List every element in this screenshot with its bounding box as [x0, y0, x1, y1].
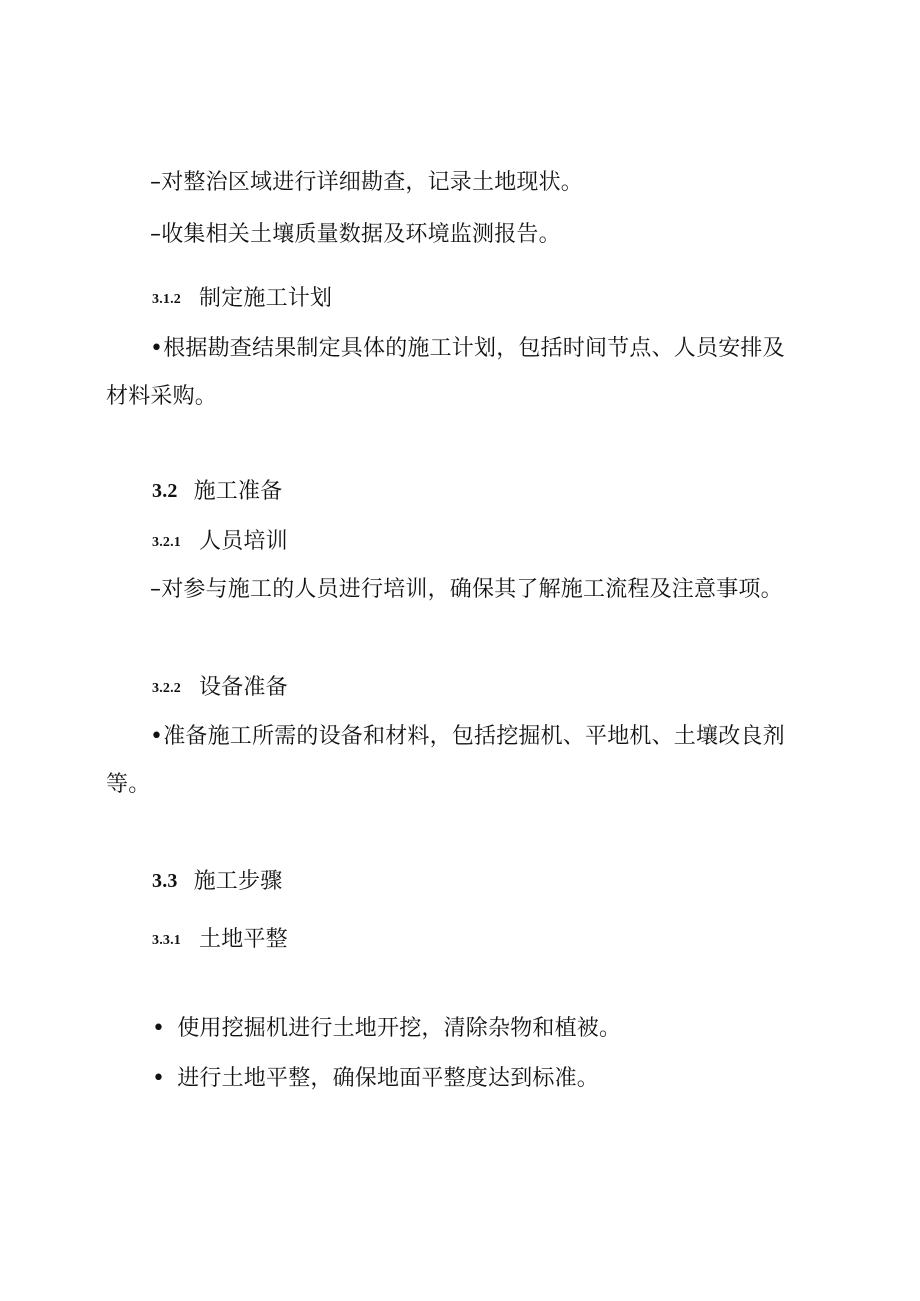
paragraph-text: 对参与施工的人员进行培训，确保其了解施工流程及注意事项。: [161, 577, 783, 602]
heading-3-1-2: [152, 288, 332, 310]
heading-3-2: [152, 481, 282, 503]
paragraph-data-collection: [150, 224, 561, 246]
bullet-marker: •: [152, 1016, 166, 1041]
section-title: 人员培训: [199, 529, 288, 554]
paragraph-equipment-line-1: [150, 726, 785, 748]
paragraph-text: 等。: [106, 772, 151, 797]
bullet-item-excavation: [152, 1018, 621, 1040]
section-title: 施工准备: [193, 479, 283, 504]
heading-3-2-2: [152, 677, 288, 699]
list-item-text: 进行土地平整，确保地面平整度达到标准。: [177, 1066, 599, 1091]
bullet-marker: •: [152, 1066, 166, 1091]
section-title: 制定施工计划: [199, 286, 333, 311]
dash-marker: –: [150, 170, 162, 195]
paragraph-text: 根据勘查结果制定具体的施工计划，包括时间节点、人员安排及: [163, 336, 785, 361]
section-number: 3.3.1: [152, 933, 181, 948]
paragraph-plan-line-1: [150, 338, 785, 360]
dash-marker: –: [150, 577, 162, 602]
section-title: 土地平整: [199, 927, 288, 952]
paragraph-training: [150, 579, 783, 601]
section-number: 3.2: [152, 480, 178, 502]
heading-3-2-1: [152, 531, 288, 553]
section-title: 设备准备: [199, 675, 288, 700]
section-number: 3.1.2: [152, 292, 181, 307]
paragraph-text: 对整治区域进行详细勘查，记录土地现状。: [161, 170, 584, 195]
heading-3-3-1: [152, 929, 288, 951]
bullet-marker: •: [150, 336, 164, 361]
section-title: 施工步骤: [193, 869, 283, 894]
section-number: 3.3: [152, 870, 178, 892]
list-item-text: 使用挖掘机进行土地开挖，清除杂物和植被。: [177, 1016, 622, 1041]
bullet-item-leveling: [152, 1068, 599, 1090]
paragraph-text: 材料采购。: [106, 384, 218, 409]
section-number: 3.2.1: [152, 535, 181, 550]
heading-3-3: [152, 871, 282, 893]
dash-marker: –: [150, 222, 162, 247]
section-number: 3.2.2: [152, 681, 181, 696]
bullet-marker: •: [150, 724, 164, 749]
paragraph-plan-line-2: [106, 386, 217, 408]
paragraph-equipment-line-2: [106, 774, 150, 796]
paragraph-text: 准备施工所需的设备和材料，包括挖掘机、平地机、土壤改良剂: [163, 724, 785, 749]
paragraph-text: 收集相关土壤质量数据及环境监测报告。: [161, 222, 561, 247]
paragraph-survey: [150, 172, 583, 194]
